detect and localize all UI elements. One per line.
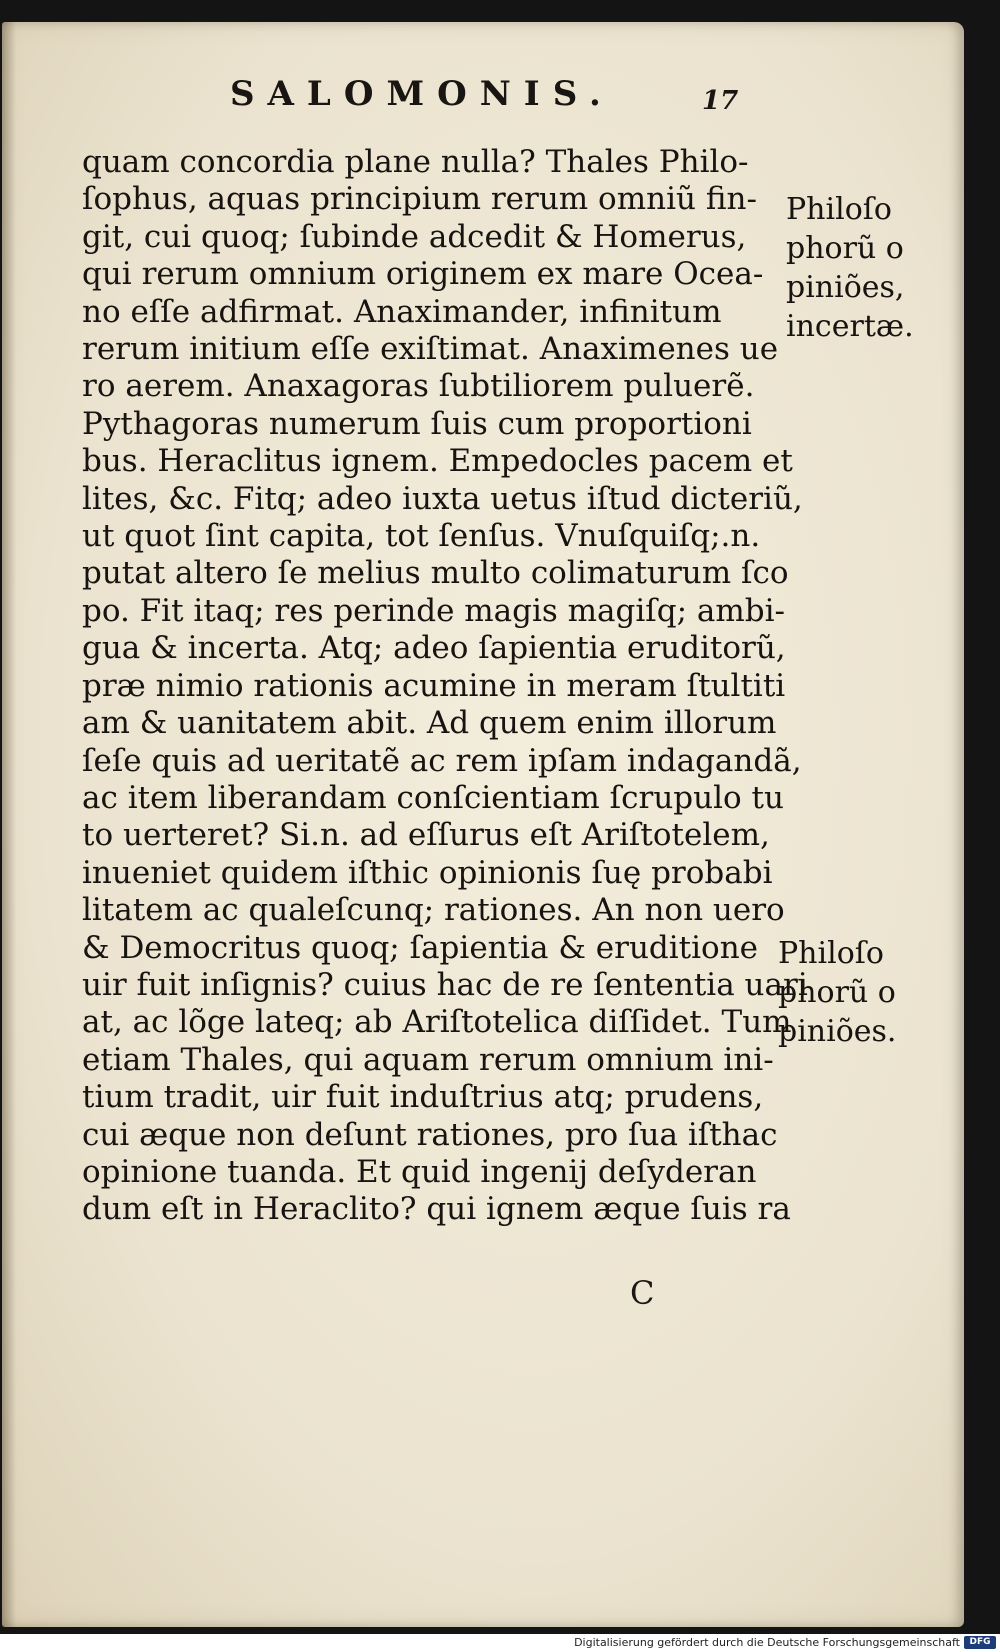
text-line: ac item liberandam conſcientiam ſcrupulo tu [82, 779, 784, 816]
text-line: præ nimio rationis acumine in meram ſtultiti [82, 667, 786, 704]
text-line: cui æque non deſunt rationes, pro ſua iſthac [82, 1116, 778, 1153]
margin-note-line: incertæ. [786, 309, 914, 344]
text-line: dum eſt in Heraclito? qui ignem æque ſuis ra [82, 1191, 791, 1228]
text-line: litatem ac qualeſcunq; rationes. An non uero [82, 892, 785, 929]
main-text-block [82, 144, 808, 1229]
margin-note-line: Philoſo [778, 936, 884, 971]
page-gutter-shadow [2, 22, 16, 1627]
text-line: opinione tuanda. Et quid ingenij deſyderan [82, 1153, 757, 1190]
text-line: uir fuit inſignis? cuius hac de re ſententia uari [82, 966, 808, 1003]
book-page [2, 22, 964, 1627]
margin-note-line: Philoſo [786, 192, 892, 227]
text-line: ſophus, aquas principium rerum omniũ fin- [82, 181, 757, 218]
text-line: bus. Heraclitus ignem. Empedocles pacem et [82, 443, 793, 480]
text-line: to uerteret? Si.n. ad eſſurus eſt Ariſtotelem, [82, 817, 770, 854]
margin-note-2 [778, 934, 896, 1051]
text-line: putat altero ſe melius multo colimaturum ſco [82, 555, 789, 592]
text-line: git, cui quoq; ſubinde adcedit & Homerus, [82, 218, 747, 255]
margin-note-line: piniões. [778, 1014, 897, 1049]
text-line: Pythagoras numerum ſuis cum proportioni [82, 405, 752, 442]
text-line: ut quot ſint capita, tot ſenſus. Vnuſquiſq;.n. [82, 518, 761, 555]
text-line: gua & incerta. Atq; adeo ſapientia eruditorũ, [82, 630, 786, 667]
text-line: po. Fit itaq; res perinde magis magiſq; ambi- [82, 592, 786, 629]
text-line: etiam Thales, qui aquam rerum omnium ini- [82, 1041, 774, 1078]
margin-note-1 [786, 190, 914, 346]
signature-mark: C [630, 1274, 655, 1312]
text-line: ſeſe quis ad ueritatẽ ac rem ipſam indagandã, [82, 742, 802, 779]
text-line: tium tradit, uir fuit induſtrius atq; prudens, [82, 1079, 764, 1116]
margin-note-line: phorũ o [786, 231, 904, 266]
text-line: quam concordia plane nulla? Thales Philo- [82, 144, 749, 180]
text-line: at, ac lõge lateq; ab Ariſtotelica diſſidet. Tum [82, 1004, 792, 1041]
text-line: no eſſe adfirmat. Anaximander, infinitum [82, 293, 722, 330]
digitization-credit: Digitalisierung gefördert durch die Deutsche Forschungsgemeinschaft [574, 1636, 960, 1649]
text-line: & Democritus quoq; ſapientia & eruditione [82, 929, 759, 966]
text-line: inueniet quidem iſthic opinionis ſuę probabi [82, 854, 773, 891]
text-line: qui rerum omnium originem ex mare Ocea- [82, 256, 764, 293]
text-line: ro aerem. Anaxagoras ſubtiliorem puluerẽ. [82, 368, 755, 405]
margin-note-line: phorũ o [778, 975, 896, 1010]
text-line: lites, &c. Fitq; adeo iuxta uetus iſtud dicteriũ, [82, 480, 803, 517]
dfg-logo-badge: DFG [964, 1636, 996, 1649]
text-line: am & uanitatem abit. Ad quem enim illorum [82, 705, 777, 742]
text-line: rerum initium eſſe exiſtimat. Anaximenes ue [82, 331, 779, 368]
running-head: SALOMONIS. [230, 74, 614, 114]
margin-note-line: piniões, [786, 270, 905, 305]
folio-number: 17 [702, 86, 739, 116]
